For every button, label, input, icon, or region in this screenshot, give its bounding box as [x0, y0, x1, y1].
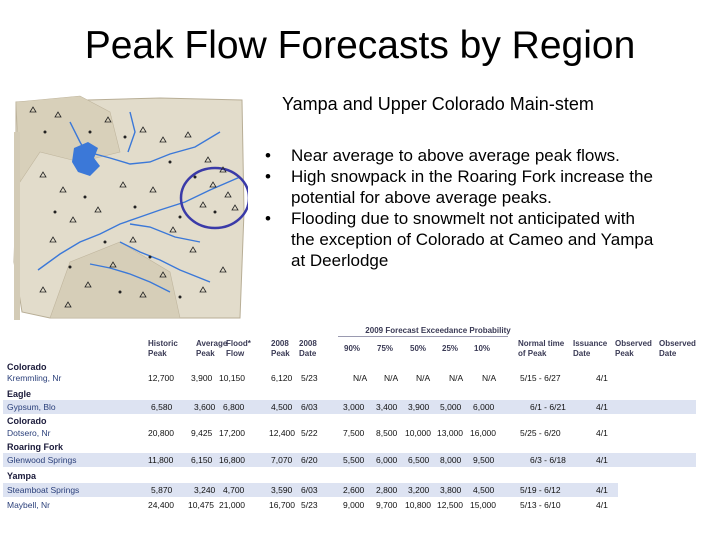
- bullet-dot-icon: •: [265, 167, 271, 186]
- table-cell: 2,600: [343, 485, 365, 495]
- header-text: of Peak: [518, 349, 547, 358]
- table-cell: 3,800: [440, 485, 462, 495]
- table-cell: 5/19 - 6/12: [520, 485, 561, 495]
- bullet-item: [262, 166, 662, 208]
- bullet-list: [262, 145, 662, 271]
- col-average: [196, 339, 227, 359]
- col-flood: [226, 339, 251, 359]
- header-text: Average: [196, 339, 228, 348]
- bullet-text: Near average to above average peak flows.: [291, 146, 620, 165]
- table-cell: 12,400: [269, 428, 295, 438]
- forecast-table: [0, 323, 720, 540]
- table-cell: 6,500: [408, 455, 430, 465]
- table-cell: 6,800: [223, 402, 245, 412]
- table-cell: 4/1: [596, 455, 608, 465]
- table-row: [0, 400, 720, 414]
- table-cell: 4/1: [596, 428, 608, 438]
- table-cell: 10,000: [405, 428, 431, 438]
- table-cell: 16,700: [269, 500, 295, 510]
- bullet-text: High snowpack in the Roaring Fork increase the potential for above average peaks.: [291, 167, 653, 207]
- table-cell: 10,475: [188, 500, 214, 510]
- table-cell: 16,000: [470, 428, 496, 438]
- table-cell: 3,000: [343, 402, 365, 412]
- bullet-item: [262, 145, 662, 166]
- col-issuance: [573, 339, 607, 359]
- table-cell: 5/15 - 6/27: [520, 373, 561, 383]
- table-cell: 4/1: [596, 373, 608, 383]
- table-cell: 5/25 - 6/20: [520, 428, 561, 438]
- table-cell: 11,800: [148, 455, 174, 465]
- slide-title: Peak Flow Forecasts by Region: [84, 24, 636, 67]
- table-cell: 4,500: [473, 485, 495, 495]
- table-cell: 6,000: [376, 455, 398, 465]
- table-cell: 3,200: [408, 485, 430, 495]
- col-2008-peak: [271, 339, 290, 359]
- table-cell: 3,600: [194, 402, 216, 412]
- station-name: Maybell, Nr: [7, 500, 50, 510]
- col-p50: 50%: [410, 344, 427, 353]
- header-text: Historic: [148, 339, 178, 348]
- table-cell: 3,240: [194, 485, 216, 495]
- table-cell: 17,200: [219, 428, 245, 438]
- table-cell: 12,500: [437, 500, 463, 510]
- table-cell: 5/13 - 6/10: [520, 500, 561, 510]
- header-text: Observed: [615, 339, 652, 348]
- header-text: Observed: [659, 339, 696, 348]
- forecast-header: 2009 Forecast Exceedance Probability: [365, 326, 511, 335]
- group-label: Yampa: [7, 471, 37, 481]
- col-historic: [148, 339, 178, 359]
- table-cell: 4/1: [596, 500, 608, 510]
- table-cell: 16,800: [219, 455, 245, 465]
- group-label: Eagle: [7, 389, 32, 399]
- table-cell: 7,070: [271, 455, 293, 465]
- table-row: [0, 426, 720, 440]
- group-label: Colorado: [7, 416, 47, 426]
- table-cell: 21,000: [219, 500, 245, 510]
- table-cell: 10,150: [219, 373, 245, 383]
- table-cell: 3,900: [408, 402, 430, 412]
- header-text: Peak: [196, 349, 215, 358]
- table-cell: 10,800: [405, 500, 431, 510]
- header-text: 2008: [299, 339, 317, 348]
- table-cell: 5,500: [343, 455, 365, 465]
- region-subtitle: Yampa and Upper Colorado Main-stem: [282, 94, 594, 114]
- table-cell: 5,000: [440, 402, 462, 412]
- table-row: [0, 498, 720, 512]
- header-text: Flood*: [226, 339, 251, 348]
- table-cell: 3,900: [191, 373, 213, 383]
- group-label: Colorado: [7, 362, 47, 372]
- table-cell: 6/1 - 6/21: [530, 402, 566, 412]
- bullet-text: Flooding due to snowmelt not anticipated with the exception of Colorado at Cameo and Yampa at Deerlodge: [291, 209, 654, 270]
- col-p90: 90%: [344, 344, 361, 353]
- group-label: Roaring Fork: [7, 442, 64, 452]
- table-cell: 13,000: [437, 428, 463, 438]
- col-2008-date: [299, 339, 317, 359]
- header-text: 2008: [271, 339, 289, 348]
- header-text: Date: [299, 349, 317, 358]
- header-text: Peak: [271, 349, 290, 358]
- table-cell: 6/3 - 6/18: [530, 455, 566, 465]
- station-name: Gypsum, Blo: [7, 402, 56, 412]
- col-observed-date: [659, 339, 696, 359]
- table-cell: 8,500: [376, 428, 398, 438]
- bullet-item: [262, 208, 662, 271]
- table-cell: 20,800: [148, 428, 174, 438]
- header-text: Issuance: [573, 339, 608, 348]
- header-text: Peak: [148, 349, 167, 358]
- basin-map: [10, 92, 248, 320]
- table-cell: 4/1: [596, 485, 608, 495]
- table-cell: 24,400: [148, 500, 174, 510]
- table-cell: 5/23: [301, 500, 318, 510]
- table-cell: 5/23: [301, 373, 318, 383]
- col-p75: 75%: [377, 344, 394, 353]
- table-row: [0, 453, 720, 467]
- header-text: Peak: [615, 349, 634, 358]
- table-cell: N/A: [482, 373, 497, 383]
- table-cell: 6/03: [301, 485, 318, 495]
- table-cell: 15,000: [470, 500, 496, 510]
- bullet-dot-icon: •: [265, 209, 271, 228]
- table-cell: N/A: [416, 373, 431, 383]
- col-p25: 25%: [442, 344, 459, 353]
- table-cell: 6/03: [301, 402, 318, 412]
- header-text: Normal time: [518, 339, 565, 348]
- table-cell: N/A: [449, 373, 464, 383]
- table-cell: 6,000: [473, 402, 495, 412]
- table-cell: 2,800: [376, 485, 398, 495]
- header-text: Date: [573, 349, 591, 358]
- header-rule: [338, 336, 508, 337]
- table-cell: 3,590: [271, 485, 293, 495]
- table-cell: 4,700: [223, 485, 245, 495]
- col-observed-peak: [615, 339, 652, 359]
- table-cell: 4,500: [271, 402, 293, 412]
- header-text: Date: [659, 349, 677, 358]
- table-cell: 7,500: [343, 428, 365, 438]
- table-row: [0, 483, 720, 497]
- table-cell: N/A: [384, 373, 399, 383]
- table-cell: 9,000: [343, 500, 365, 510]
- table-cell: 5/22: [301, 428, 318, 438]
- header-text: Flow: [226, 349, 245, 358]
- table-cell: 6/20: [301, 455, 318, 465]
- station-name: Dotsero, Nr: [7, 428, 51, 438]
- col-p10: 10%: [474, 344, 491, 353]
- table-cell: 9,700: [376, 500, 398, 510]
- table-cell: 4/1: [596, 402, 608, 412]
- bullet-dot-icon: •: [265, 146, 271, 165]
- table-cell: 6,120: [271, 373, 293, 383]
- col-normal: [518, 339, 564, 359]
- table-cell: 6,580: [151, 402, 173, 412]
- table-cell: 9,500: [473, 455, 495, 465]
- station-name: Steamboat Springs: [7, 485, 80, 495]
- table-cell: N/A: [353, 373, 368, 383]
- table-cell: 6,150: [191, 455, 213, 465]
- table-cell: 5,870: [151, 485, 173, 495]
- station-name: Glenwood Springs: [7, 455, 77, 465]
- table-cell: 8,000: [440, 455, 462, 465]
- table-row: [0, 371, 720, 385]
- station-name: Kremmling, Nr: [7, 373, 62, 383]
- table-cell: 3,400: [376, 402, 398, 412]
- table-cell: 12,700: [148, 373, 174, 383]
- table-cell: 9,425: [191, 428, 213, 438]
